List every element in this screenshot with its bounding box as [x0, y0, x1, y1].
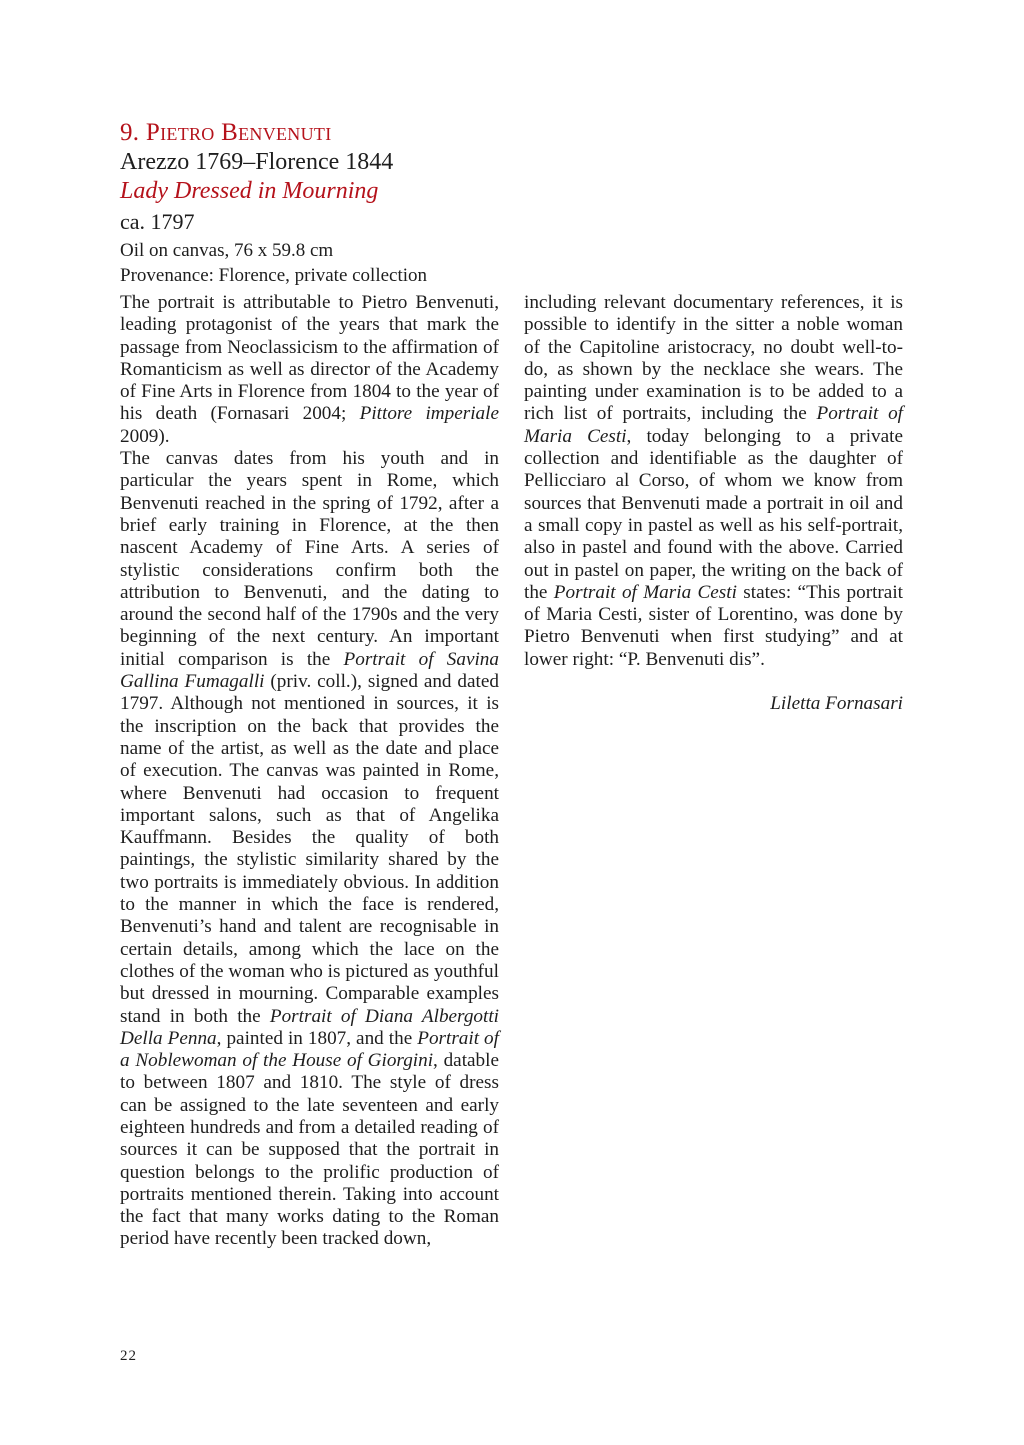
artist-dates: Arezzo 1769–Florence 1844 [120, 149, 394, 175]
paragraph-2: The canvas dates from his youth and in particular the years spent in Rome, which Benvenuti reached in the spring of 1792, after a brief early training in Florence, at the then nascent Academy of Fine Arts. A series of stylistic considerations confirm both the attribution to Benvenuti, and the dating to around the second half of the 1790s and the very beginning of the next century. An important initial comparison is the Portrait of Savina Gallina Fumagalli (priv. coll.), signed and dated 1797. Although not mentioned in sources, it is the inscription on the back that provides the name of the artist, as well as the date and place of execution. The canvas was painted in Rome, where Benvenuti had occasion to frequent important salons, such as that of Angelika Kauffmann. Besides the quality of both paintings, the stylistic similarity shared by the two portraits is immediately obvious. In addition to the manner in which the face is rendered, Benvenuti’s hand and talent are recognisable in certain details, among which the lace on the clothes of the woman who is pictured as youthful but dressed in mourning. Comparable examples stand in both the Portrait of Diana Albergotti Della Penna, painted in 1807, and the Portrait of a Noblewoman of the House of Giorgini, datable to between 1807 and 1810. The style of dress can be assigned to the late seventeen and early eighteen hundreds and from a detailed reading of sources it can be supposed that the portrait in question belongs to the prolific production of portraits mentioned therein. Taking into account the fact that many works dating to the Roman period have recently been tracked down, [120, 448, 499, 1250]
entry-title: 9. Pietro Benvenuti [120, 119, 332, 146]
author-signature: Liletta Fornasari [770, 693, 903, 715]
work-provenance: Provenance: Florence, private collection [120, 265, 428, 286]
catalogue-entry-header [120, 118, 540, 288]
text-column-right [524, 292, 903, 715]
work-title: Lady Dressed in Mourning [120, 178, 379, 204]
work-date: ca. 1797 [120, 209, 195, 234]
paragraph-3: including relevant documentary references, it is possible to identify in the sitter a noble woman of the Capitoline aristocracy, no doubt well-to-do, as shown by the necklace she wears. The painting under examination is to be added to a rich list of portraits, including the Portrait of Maria Cesti, today belonging to a private collection and identifiable as the daughter of Pellicciaro al Corso, of whom we know from sources that Benvenuti made a portrait in oil and a small copy in pastel as well as his self-portrait, also in pastel and found with the above. Carried out in pastel on paper, the writing on the back of the Portrait of Maria Cesti states: “This portrait of Maria Cesti, sister of Lorentino, was done by Pietro Benvenuti when first studying” and at lower right: “P. Benvenuti dis”. [524, 292, 904, 670]
page-number: 22 [120, 1348, 137, 1364]
text-column-left [120, 292, 499, 1251]
paragraph-1: The portrait is attributable to Pietro Benvenuti, leading protagonist of the years that mark the passage from Neoclassicism to the affirmation of Romanticism as well as director of the Academy of Fine Arts in Florence from 1804 to the year of his death (Fornasari 2004; Pittore imperiale 2009). [120, 292, 499, 447]
work-medium: Oil on canvas, 76 x 59.8 cm [120, 240, 334, 261]
